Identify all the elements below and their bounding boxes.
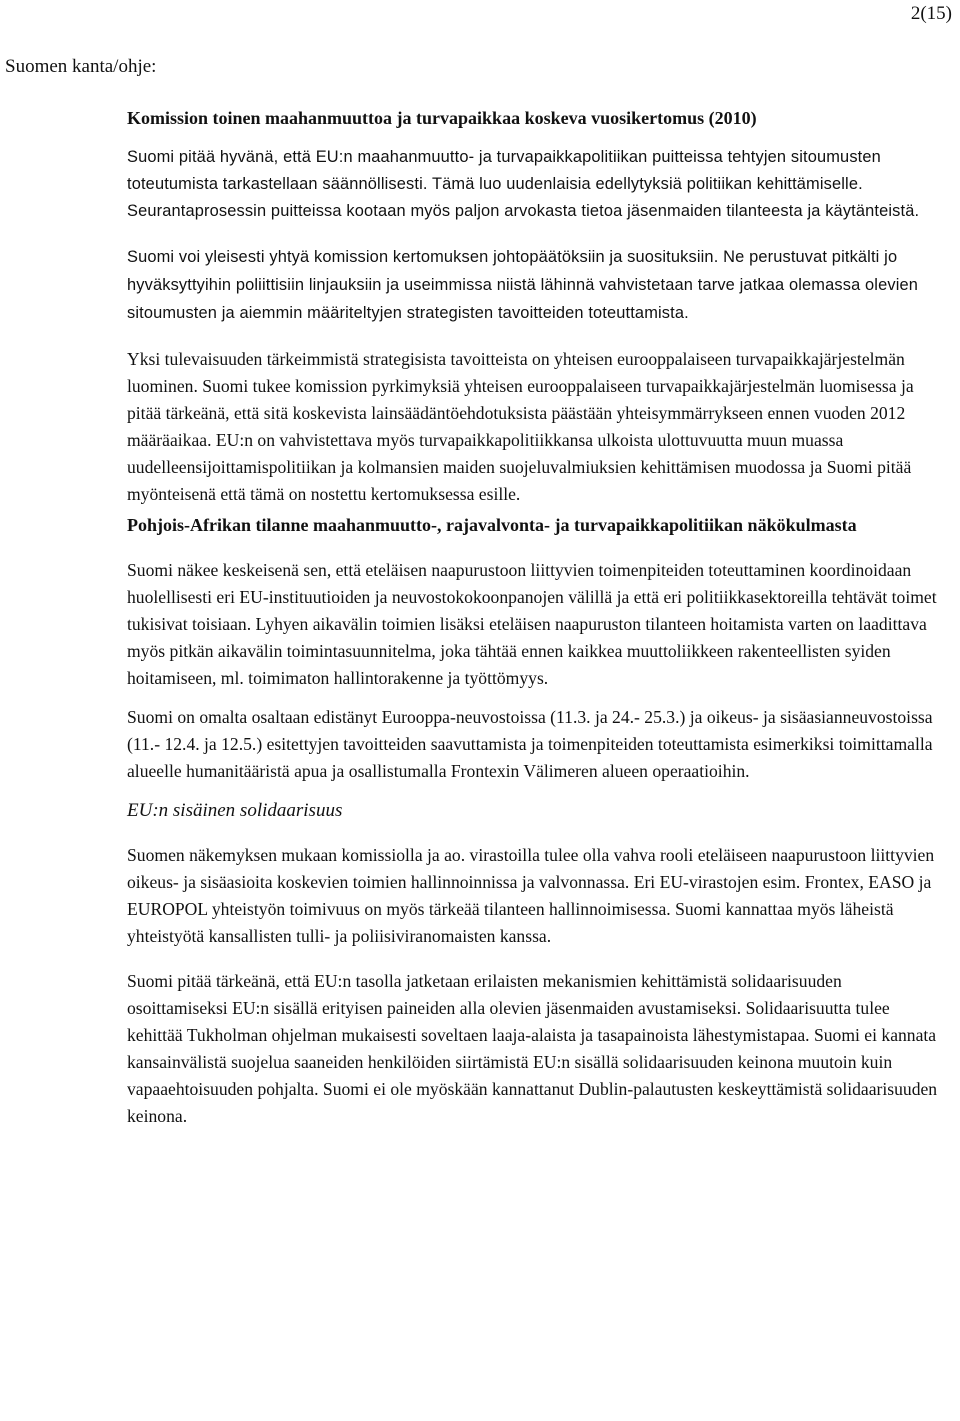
paragraph-6: Suomen näkemyksen mukaan komissiolla ja ao. virastoilla tulee olla vahva rooli eteläiseen naapurustoon liittyvien oikeus- ja sisäasioita koskevien toimien hallinnoinnissa ja valvonnassa. Eri EU-virastojen esim. Frontex, EASO ja EUROPOL yhteistyön toimivuus on myös tärkeää tilanteen hallinnoimisessa. Suomi kannattaa myös läheistä yhteistyötä kansallisten tulli- ja poliisiviranomaisten kanssa. (127, 845, 935, 946)
heading-north-africa: Pohjois-Afrikan tilanne maahanmuutto-, rajavalvonta- ja turvapaikkapolitiikan näkökulmasta (127, 515, 857, 535)
paragraph-2 (127, 243, 945, 327)
paragraph-2-lead: Suomi voi yleisesti yhtyä komission kertomuksen johtopäätöksiin ja suosituksiin. (127, 248, 719, 266)
paragraph-3: Yksi tulevaisuuden tärkeimmistä strategisista tavoitteista on yhteisen eurooppalaiseen turvapaikkajärjestelmän luominen. Suomi tukee komission pyrkimyksiä yhteisen eurooppalaiseen turvapaikkajärjestelmän luomisessa ja pitää tärkeänä, että sitä koskevista lainsäädäntöehdotuksista päästään yhteisymmärrykseen ennen vuoden 2012 määräaikaa. EU:n on vahvistettava myös turvapaikkapolitiikkansa ulkoista ulottuvuutta muun muassa uudelleensijoittamispolitiikan ja kolmansien maiden suojeluvalmiuksien kehittämisen muodossa ja Suomi pitää myönteisenä että tämä on nostettu kertomuksessa esille. (127, 349, 914, 504)
page-number: 2(15) (910, 3, 952, 24)
heading-internal-solidarity: EU:n sisäinen solidaarisuus (127, 800, 343, 821)
section-label: Suomen kanta/ohje: (5, 56, 157, 77)
paragraph-4: Suomi näkee keskeisenä sen, että eteläisen naapurustoon liittyvien toimenpiteiden toteuttaminen koordinoidaan huolellisesti eri EU-instituutioiden ja neuvostokokoonpanojen välillä ja että eri politiikkasektoreilla tehtävät toimet tukisivat toisiaan. Lyhyen aikavälin toimien lisäksi eteläisen naapuruston tilanteen hoitamista varten on laadittava myös pitkän aikavälin toimintasuunnitelma, joka tähtää ennen kaikkea muuttoliikkeen rakenteellisten syiden hoitamiseen, ml. toimimaton hallintorakenne ja työttömyys. (127, 560, 937, 688)
paragraph-5: Suomi on omalta osaltaan edistänyt Eurooppa-neuvostoissa (11.3. ja 24.- 25.3.) ja oikeus- ja sisäasianneuvostoissa (11.- 12.4. ja 12.5.) esitettyjen tavoitteiden saavuttamista ja toimenpiteiden toteuttamista esimerkiksi toimittamalla alueelle humanitääristä apua ja osallistumalla Frontexin Välimeren alueen operaatioihin. (127, 707, 933, 781)
paragraph-2-rest: Ne perustuvat pitkälti jo hyväksyttyihin poliittisiin linjauksiin ja useimmissa niistä lähinnä vahvistetaan tarve jatkaa olemassa olevien sitoumusten ja aiemmin määriteltyjen strategisten tavoitteiden toteuttamista. (127, 248, 919, 322)
paragraph-1: Suomi pitää hyvänä, että EU:n maahanmuutto- ja turvapaikkapolitiikan puitteissa tehtyjen sitoumusten toteutumista tarkastellaan säännöllisesti. Tämä luo uudenlaisia edellytyksiä politiikan kehittämiselle. Seurantaprosessin puitteissa kootaan myös paljon arvokasta tietoa jäsenmaiden tilanteesta ja käytänteistä. (127, 148, 920, 220)
heading-annual-report: Komission toinen maahanmuuttoa ja turvapaikkaa koskeva vuosikertomus (2010) (127, 108, 757, 128)
paragraph-7: Suomi pitää tärkeänä, että EU:n tasolla jatketaan erilaisten mekanismien kehittämistä solidaarisuuden osoittamiseksi EU:n sisällä erityisen paineiden alla olevien jäsenmaiden avustamiseksi. Solidaarisuutta tulee kehittää Tukholman ohjelman mukaisesti soveltaen laaja-alaista ja tasapainoista lähestymistapaa. Suomi ei kannata kansainvälistä suojelua saaneiden henkilöiden siirtämistä EU:n sisällä solidaarisuuden keinona muutoin kuin vapaaehtoisuuden pohjalta. Suomi ei ole myöskään kannattanut Dublin-palautusten keskeyttämistä solidaarisuuden keinona. (127, 971, 938, 1126)
document-body (127, 105, 945, 1130)
